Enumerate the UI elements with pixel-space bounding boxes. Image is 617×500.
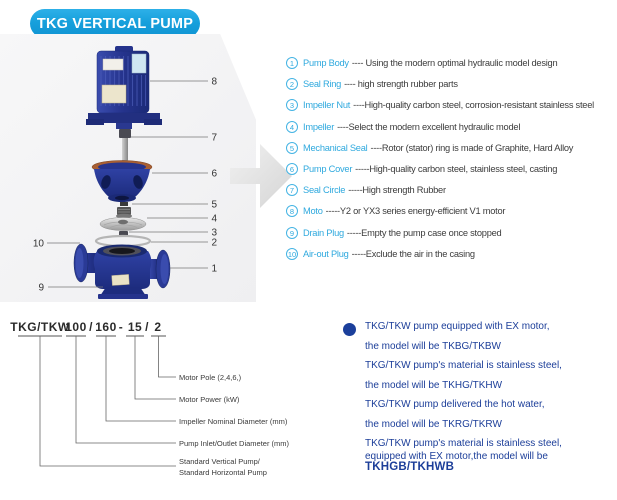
model-code-diagram [10, 312, 310, 498]
part-name: Seal Circle [303, 185, 346, 196]
note-line [365, 452, 615, 473]
part-item [286, 227, 617, 239]
note-model-highlight: TKHGB/TKHWB [365, 461, 455, 473]
part-name: Impeller [303, 121, 335, 132]
part-item [286, 248, 617, 260]
title-banner [30, 9, 200, 38]
part-number-badge: 3 [286, 99, 298, 111]
notes-section [340, 322, 615, 483]
model-code-text [10, 320, 161, 334]
model-seg-pole: 2 [154, 320, 162, 334]
label-standard-1: Standard Vertical Pump/ [179, 457, 260, 466]
note-line: the model will be TKRG/TKRW [365, 418, 502, 430]
label-impeller-diameter: Impeller Nominal Diameter (mm) [179, 417, 288, 426]
page-title: TKG VERTICAL PUMP [36, 15, 194, 32]
part-name: Drain Plug [303, 227, 344, 238]
part-item [286, 163, 617, 175]
mechanical-seal [116, 202, 132, 218]
motor [86, 46, 162, 129]
part-item [286, 184, 617, 196]
part-name: Air-out Plug [303, 248, 349, 259]
part-desc: ----Select the modern excellent hydraulic model [337, 121, 521, 132]
callout-label-6: 6 [211, 168, 218, 180]
part-desc: ----Rotor (stator) ring is made of Graphite, Hard Alloy [370, 142, 574, 153]
part-item [286, 142, 617, 154]
label-motor-power: Motor Power (kW) [179, 395, 240, 404]
note-line: TKG/TKW pump delivered the hot water, [365, 399, 545, 410]
bullet-icon [343, 323, 356, 336]
part-number-badge: 7 [286, 184, 298, 196]
part-desc: -----High strength Rubber [348, 185, 446, 196]
callout-label-7: 7 [211, 132, 218, 144]
part-number-badge: 10 [287, 249, 297, 259]
parts-list [286, 57, 617, 269]
seal-ring [96, 236, 150, 246]
part-item [286, 57, 617, 69]
pump-body [74, 244, 170, 299]
impeller [100, 218, 146, 231]
pump-cover [92, 161, 152, 203]
label-motor-pole: Motor Pole (2,4,6,) [179, 373, 242, 382]
model-labels [179, 373, 290, 477]
note-line: the model will be TKHG/TKHW [365, 379, 503, 391]
part-desc: ---- high strength rubber parts [344, 79, 458, 90]
part-desc: -----Empty the pump case once stopped [346, 227, 502, 238]
part-desc: -----High-quality carbon steel, stainless steel, casting [355, 163, 558, 174]
part-name: Pump Cover [303, 163, 353, 174]
callout-label-3: 3 [211, 227, 218, 239]
note-line: the model will be TKBG/TKBW [365, 340, 501, 352]
part-number-badge: 4 [286, 121, 298, 133]
note-line: TKG/TKW pump's material is stainless steel, [365, 438, 562, 449]
part-item [286, 121, 617, 133]
part-number-badge: 2 [286, 78, 298, 90]
model-seg-power: 15 [127, 320, 143, 334]
part-item [286, 78, 617, 90]
label-inlet-outlet: Pump Inlet/Outlet Diameter (mm) [179, 439, 290, 448]
part-number-badge: 9 [286, 227, 298, 239]
callout-label-4: 4 [211, 213, 218, 225]
model-seg-impeller: 160 [95, 320, 117, 334]
model-prefix: TKG/TKW [10, 320, 70, 334]
part-name: Mechanical Seal [303, 142, 368, 153]
part-desc: -----Exclude the air in the casing [351, 248, 475, 259]
part-number-badge: 8 [286, 205, 298, 217]
note-line: TKG/TKW pump equipped with EX motor, [365, 321, 550, 332]
callout-label-10: 10 [32, 238, 44, 250]
model-connector-lines [40, 336, 176, 466]
callout-label-2: 2 [211, 237, 218, 249]
model-seg-inlet: 100 [65, 320, 87, 334]
note-line-text: equipped with EX motor,the model will be [365, 451, 548, 462]
part-item [286, 99, 617, 111]
part-number-badge: 5 [286, 142, 298, 154]
part-number-badge: 1 [286, 57, 298, 69]
part-desc: ----High-quality carbon steel, corrosion-resistant stainless steel [353, 100, 594, 111]
part-name: Pump Body [303, 58, 349, 68]
part-desc: -----Y2 or YX3 series energy-efficient V1 motor [325, 206, 506, 217]
callout-label-5: 5 [211, 199, 218, 211]
part-item [286, 205, 617, 217]
part-name: Impeller Nut [303, 100, 351, 111]
note-line: TKG/TKW pump's material is stainless steel, [365, 360, 562, 371]
callout-label-1: 1 [211, 263, 218, 275]
model-sep3: / [145, 320, 149, 334]
callout-label-8: 8 [211, 76, 218, 88]
model-sep1: / [89, 320, 93, 334]
part-name: Moto [303, 206, 323, 217]
exploded-pump-diagram [0, 35, 260, 305]
part-number-badge: 6 [286, 163, 298, 175]
model-sep2: - [118, 320, 124, 334]
part-desc: ---- Using the modern optimal hydraulic model design [351, 58, 558, 68]
callout-label-9: 9 [38, 282, 44, 294]
label-standard-2: Standard Horizontal Pump [179, 468, 267, 477]
part-name: Seal Ring [303, 79, 342, 90]
